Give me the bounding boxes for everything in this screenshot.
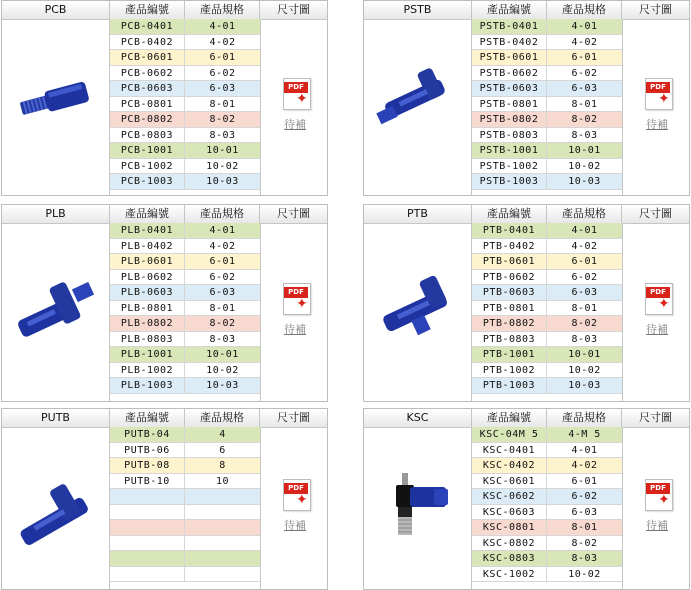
product-panel-pstb bbox=[363, 0, 690, 196]
product-code: PCB-1003 bbox=[110, 174, 185, 189]
product-name-header: PTB bbox=[364, 205, 472, 223]
product-spec: 6-03 bbox=[209, 287, 236, 298]
table-row bbox=[472, 427, 622, 443]
product-spec: 8-03 bbox=[209, 129, 236, 141]
table-row bbox=[110, 143, 260, 159]
product-code: PUTB-06 bbox=[110, 443, 185, 458]
spec-column-header: 產品規格 bbox=[185, 1, 260, 19]
product-panel-ptb bbox=[363, 204, 690, 402]
table-header bbox=[2, 1, 327, 20]
product-image-cell bbox=[2, 427, 110, 589]
product-spec: 10-02 bbox=[568, 568, 601, 580]
table-row bbox=[110, 285, 260, 301]
pdf-badge: PDF bbox=[646, 287, 670, 298]
table-row bbox=[472, 285, 622, 301]
product-spec: 10-03 bbox=[206, 176, 239, 187]
product-code: PCB-1001 bbox=[110, 143, 185, 158]
product-code: PTB-0603 bbox=[472, 285, 547, 300]
fitting-image bbox=[16, 79, 96, 123]
pdf-icon[interactable] bbox=[283, 283, 311, 315]
product-code: PTB-0401 bbox=[472, 223, 547, 238]
table-row bbox=[110, 316, 260, 332]
pdf-pending-label[interactable]: 待補 bbox=[284, 118, 306, 131]
acrobat-symbol-icon: ✦ bbox=[658, 91, 670, 107]
product-spec: 4-M 5 bbox=[568, 429, 601, 440]
product-code: PLB-0802 bbox=[110, 316, 185, 331]
table-row bbox=[110, 223, 260, 239]
table-row bbox=[472, 363, 622, 379]
table-row bbox=[110, 378, 260, 394]
table-row bbox=[472, 112, 622, 128]
table-row bbox=[472, 66, 622, 82]
product-name-header: KSC bbox=[364, 409, 472, 427]
product-code bbox=[110, 505, 185, 520]
code-column-header: 產品編號 bbox=[472, 1, 547, 19]
product-code: PSTB-0601 bbox=[472, 50, 547, 65]
pdf-pending-label[interactable]: 待補 bbox=[646, 323, 668, 336]
table-row bbox=[472, 223, 622, 239]
product-code: PSTB-1003 bbox=[472, 174, 547, 189]
product-spec: 10-02 bbox=[568, 160, 601, 172]
spec-table bbox=[472, 19, 622, 190]
spec-column-header: 產品規格 bbox=[185, 409, 260, 427]
product-code: KSC-0402 bbox=[472, 458, 547, 473]
pdf-badge: PDF bbox=[646, 483, 670, 494]
product-spec: 8 bbox=[219, 460, 226, 471]
product-code: PCB-0603 bbox=[110, 81, 185, 96]
dimension-cell bbox=[260, 223, 328, 401]
pdf-icon[interactable] bbox=[283, 479, 311, 511]
product-code: PSTB-0402 bbox=[472, 35, 547, 50]
product-spec: 6-01 bbox=[209, 256, 236, 267]
spec-column-header: 產品規格 bbox=[547, 1, 622, 19]
product-name-header: PSTB bbox=[364, 1, 472, 19]
product-code: KSC-0602 bbox=[472, 489, 547, 504]
product-code: PUTB-10 bbox=[110, 474, 185, 489]
product-spec: 10 bbox=[215, 475, 230, 487]
fitting-image bbox=[374, 273, 464, 347]
table-row bbox=[472, 50, 622, 66]
spec-table bbox=[110, 223, 260, 394]
product-spec: 8-02 bbox=[209, 114, 236, 125]
product-spec: 4-02 bbox=[571, 36, 598, 48]
product-spec: 4-01 bbox=[209, 21, 236, 32]
product-spec: 6-02 bbox=[571, 67, 598, 79]
product-name-header: PLB bbox=[2, 205, 110, 223]
dimension-cell bbox=[622, 19, 690, 195]
dimension-column-header: 尺寸圖 bbox=[277, 207, 310, 220]
table-row bbox=[110, 301, 260, 317]
product-spec: 10-02 bbox=[206, 364, 239, 376]
product-code: PTB-1003 bbox=[472, 378, 547, 393]
product-spec: 10-01 bbox=[206, 145, 239, 156]
table-row bbox=[472, 97, 622, 113]
table-row bbox=[472, 332, 622, 348]
product-code: PTB-0402 bbox=[472, 239, 547, 254]
product-spec: 4-01 bbox=[209, 225, 236, 236]
product-spec: 6-02 bbox=[571, 271, 598, 283]
acrobat-symbol-icon: ✦ bbox=[296, 296, 308, 312]
product-code: PTB-1002 bbox=[472, 363, 547, 378]
pdf-download-link[interactable] bbox=[275, 479, 315, 539]
product-spec: 10-01 bbox=[568, 145, 601, 156]
table-row bbox=[110, 159, 260, 175]
table-row bbox=[110, 112, 260, 128]
product-spec: 8-01 bbox=[571, 522, 598, 533]
product-spec: 8-03 bbox=[209, 333, 236, 345]
pdf-pending-label[interactable]: 待補 bbox=[646, 519, 668, 532]
table-row bbox=[110, 443, 260, 459]
product-code: PCB-1002 bbox=[110, 159, 185, 174]
product-spec: 8-03 bbox=[571, 333, 598, 345]
product-spec bbox=[185, 551, 260, 566]
table-row bbox=[472, 301, 622, 317]
code-column-header: 產品編號 bbox=[110, 1, 185, 19]
product-name-header: PUTB bbox=[2, 409, 110, 427]
product-code bbox=[110, 489, 185, 504]
table-row bbox=[472, 270, 622, 286]
product-code: PSTB-0801 bbox=[472, 97, 547, 112]
table-header bbox=[2, 205, 327, 224]
table-row bbox=[472, 81, 622, 97]
product-spec: 8-02 bbox=[571, 537, 598, 549]
product-code: PLB-0602 bbox=[110, 270, 185, 285]
fitting-image bbox=[380, 467, 460, 551]
table-row bbox=[110, 347, 260, 363]
table-row bbox=[472, 128, 622, 144]
table-row bbox=[472, 254, 622, 270]
product-spec: 4-01 bbox=[571, 21, 598, 32]
pdf-download-link[interactable] bbox=[275, 78, 315, 138]
table-row bbox=[110, 332, 260, 348]
table-row bbox=[472, 520, 622, 536]
product-spec: 8-01 bbox=[571, 98, 598, 110]
code-column-header: 產品編號 bbox=[110, 409, 185, 427]
product-spec: 8-02 bbox=[209, 318, 236, 329]
acrobat-symbol-icon: ✦ bbox=[658, 492, 670, 508]
product-code: PSTB-0401 bbox=[472, 19, 547, 34]
product-code: PCB-0801 bbox=[110, 97, 185, 112]
table-row bbox=[472, 443, 622, 459]
fitting-image bbox=[12, 477, 102, 561]
product-code: KSC-0802 bbox=[472, 536, 547, 551]
product-spec: 4 bbox=[219, 429, 226, 440]
table-row bbox=[110, 474, 260, 490]
product-panel-plb bbox=[1, 204, 328, 402]
product-code: PTB-0601 bbox=[472, 254, 547, 269]
dimension-cell bbox=[260, 427, 328, 589]
table-row bbox=[110, 174, 260, 190]
fitting-image bbox=[12, 275, 102, 349]
product-name-header: PCB bbox=[2, 1, 110, 19]
table-row bbox=[110, 128, 260, 144]
product-spec bbox=[185, 567, 260, 582]
product-code: PTB-0803 bbox=[472, 332, 547, 347]
product-code: PCB-0601 bbox=[110, 50, 185, 65]
spec-column-header: 產品規格 bbox=[547, 205, 622, 223]
table-row bbox=[110, 270, 260, 286]
product-image-cell bbox=[2, 223, 110, 401]
table-row bbox=[472, 239, 622, 255]
dimension-column-header: 尺寸圖 bbox=[277, 411, 310, 424]
product-spec: 6-03 bbox=[571, 83, 598, 94]
product-code: KSC-0803 bbox=[472, 551, 547, 566]
spec-table bbox=[472, 427, 622, 582]
product-spec: 8-03 bbox=[571, 553, 598, 564]
product-code: PTB-0802 bbox=[472, 316, 547, 331]
product-spec: 6 bbox=[219, 444, 226, 456]
product-code: PSTB-1001 bbox=[472, 143, 547, 158]
product-spec: 4-02 bbox=[571, 240, 598, 252]
product-spec: 10-02 bbox=[206, 160, 239, 172]
product-spec: 6-02 bbox=[209, 271, 236, 283]
table-row bbox=[110, 363, 260, 379]
product-code: PLB-1003 bbox=[110, 378, 185, 393]
product-code: PSTB-0602 bbox=[472, 66, 547, 81]
product-spec: 6-03 bbox=[571, 506, 598, 518]
product-code: PCB-0401 bbox=[110, 19, 185, 34]
table-row bbox=[110, 239, 260, 255]
table-header bbox=[364, 205, 689, 224]
table-row bbox=[110, 19, 260, 35]
pdf-pending-label[interactable]: 待補 bbox=[284, 323, 306, 336]
table-row bbox=[110, 551, 260, 567]
product-panel-putb bbox=[1, 408, 328, 590]
product-code: PLB-0402 bbox=[110, 239, 185, 254]
product-code: PSTB-0803 bbox=[472, 128, 547, 143]
spec-table bbox=[110, 19, 260, 190]
product-spec: 8-01 bbox=[209, 302, 236, 314]
product-spec bbox=[185, 505, 260, 520]
product-image-cell bbox=[364, 223, 472, 401]
table-row bbox=[110, 50, 260, 66]
table-row bbox=[472, 347, 622, 363]
dimension-column-header: 尺寸圖 bbox=[639, 207, 672, 220]
product-spec: 8-01 bbox=[209, 98, 236, 110]
product-code: PUTB-08 bbox=[110, 458, 185, 473]
product-code: PCB-0402 bbox=[110, 35, 185, 50]
product-code: PTB-0801 bbox=[472, 301, 547, 316]
product-spec: 6-03 bbox=[209, 83, 236, 94]
pdf-badge: PDF bbox=[646, 82, 670, 93]
product-spec bbox=[185, 520, 260, 535]
product-spec: 10-03 bbox=[568, 380, 601, 391]
dimension-cell bbox=[622, 223, 690, 401]
table-row bbox=[110, 427, 260, 443]
product-spec: 10-01 bbox=[206, 349, 239, 360]
product-code: PLB-0603 bbox=[110, 285, 185, 300]
product-code: KSC-0601 bbox=[472, 474, 547, 489]
pdf-download-link[interactable] bbox=[275, 283, 315, 343]
product-spec: 4-02 bbox=[209, 240, 236, 252]
table-row bbox=[472, 458, 622, 474]
product-code: KSC-0801 bbox=[472, 520, 547, 535]
product-code: PLB-1002 bbox=[110, 363, 185, 378]
acrobat-symbol-icon: ✦ bbox=[296, 91, 308, 107]
dimension-column-header: 尺寸圖 bbox=[639, 411, 672, 424]
table-header bbox=[2, 409, 327, 428]
product-spec bbox=[185, 489, 260, 504]
product-code bbox=[110, 536, 185, 551]
product-spec: 10-03 bbox=[568, 176, 601, 187]
table-row bbox=[110, 520, 260, 536]
pdf-pending-label[interactable]: 待補 bbox=[284, 519, 306, 532]
pdf-download-link[interactable] bbox=[637, 479, 677, 539]
product-spec: 4-01 bbox=[571, 225, 598, 236]
dimension-column-header: 尺寸圖 bbox=[639, 3, 672, 16]
product-code bbox=[110, 567, 185, 582]
table-row bbox=[472, 378, 622, 394]
spec-table bbox=[472, 223, 622, 394]
table-row bbox=[110, 35, 260, 51]
product-spec: 4-01 bbox=[571, 444, 598, 456]
table-row bbox=[472, 143, 622, 159]
product-spec: 6-03 bbox=[571, 287, 598, 298]
product-code: PLB-0401 bbox=[110, 223, 185, 238]
table-row bbox=[110, 505, 260, 521]
product-code: KSC-04M 5 bbox=[472, 427, 547, 442]
product-code: PSTB-1002 bbox=[472, 159, 547, 174]
code-column-header: 產品編號 bbox=[472, 205, 547, 223]
product-code: PLB-0803 bbox=[110, 332, 185, 347]
product-spec: 8-02 bbox=[571, 114, 598, 125]
product-spec: 10-02 bbox=[568, 364, 601, 376]
product-spec: 8-03 bbox=[571, 129, 598, 141]
product-code: PSTB-0603 bbox=[472, 81, 547, 96]
acrobat-symbol-icon: ✦ bbox=[658, 296, 670, 312]
table-row bbox=[472, 316, 622, 332]
dimension-cell bbox=[260, 19, 328, 195]
pdf-badge: PDF bbox=[284, 483, 308, 494]
product-spec: 6-01 bbox=[571, 475, 598, 487]
code-column-header: 產品編號 bbox=[110, 205, 185, 223]
pdf-icon[interactable] bbox=[645, 283, 673, 315]
spec-column-header: 產品規格 bbox=[185, 205, 260, 223]
pdf-icon[interactable] bbox=[645, 479, 673, 511]
product-code: PTB-1001 bbox=[472, 347, 547, 362]
product-image-cell bbox=[364, 19, 472, 195]
product-panel-ksc bbox=[363, 408, 690, 590]
product-code: KSC-0603 bbox=[472, 505, 547, 520]
product-code: PCB-0802 bbox=[110, 112, 185, 127]
product-code: PLB-0601 bbox=[110, 254, 185, 269]
fitting-image bbox=[374, 63, 464, 137]
table-row bbox=[472, 505, 622, 521]
table-row bbox=[472, 489, 622, 505]
table-row bbox=[472, 536, 622, 552]
product-code: KSC-1002 bbox=[472, 567, 547, 582]
code-column-header: 產品編號 bbox=[472, 409, 547, 427]
table-row bbox=[110, 489, 260, 505]
table-row bbox=[472, 551, 622, 567]
product-code bbox=[110, 551, 185, 566]
product-code: PCB-0803 bbox=[110, 128, 185, 143]
table-row bbox=[110, 536, 260, 552]
table-row bbox=[472, 474, 622, 490]
product-code: PCB-0602 bbox=[110, 66, 185, 81]
pdf-icon[interactable] bbox=[645, 78, 673, 110]
product-code: PTB-0602 bbox=[472, 270, 547, 285]
pdf-badge: PDF bbox=[284, 82, 308, 93]
table-header bbox=[364, 1, 689, 20]
product-code: PLB-1001 bbox=[110, 347, 185, 362]
product-spec: 8-01 bbox=[571, 302, 598, 314]
product-spec: 6-02 bbox=[571, 491, 598, 502]
product-spec bbox=[185, 536, 260, 551]
table-row bbox=[472, 567, 622, 583]
pdf-download-link[interactable] bbox=[637, 78, 677, 138]
table-row bbox=[110, 66, 260, 82]
table-row bbox=[110, 458, 260, 474]
product-spec: 6-01 bbox=[209, 52, 236, 63]
product-code: KSC-0401 bbox=[472, 443, 547, 458]
product-spec: 10-03 bbox=[206, 380, 239, 391]
spec-column-header: 產品規格 bbox=[547, 409, 622, 427]
dimension-column-header: 尺寸圖 bbox=[277, 3, 310, 16]
table-row bbox=[110, 81, 260, 97]
product-image-cell bbox=[364, 427, 472, 589]
product-spec: 8-02 bbox=[571, 318, 598, 329]
product-code: PLB-0801 bbox=[110, 301, 185, 316]
product-spec: 10-01 bbox=[568, 349, 601, 360]
acrobat-symbol-icon: ✦ bbox=[296, 492, 308, 508]
pdf-pending-label[interactable]: 待補 bbox=[646, 118, 668, 131]
table-row bbox=[110, 254, 260, 270]
product-image-cell bbox=[2, 19, 110, 195]
product-spec: 4-02 bbox=[209, 36, 236, 48]
product-code bbox=[110, 520, 185, 535]
table-row bbox=[472, 19, 622, 35]
table-row bbox=[472, 159, 622, 175]
table-row bbox=[472, 35, 622, 51]
product-spec: 6-01 bbox=[571, 256, 598, 267]
table-row bbox=[110, 567, 260, 583]
product-spec: 6-01 bbox=[571, 52, 598, 63]
product-code: PUTB-04 bbox=[110, 427, 185, 442]
product-spec: 4-02 bbox=[571, 460, 598, 471]
product-spec: 6-02 bbox=[209, 67, 236, 79]
table-row bbox=[472, 174, 622, 190]
pdf-badge: PDF bbox=[284, 287, 308, 298]
product-code: PSTB-0802 bbox=[472, 112, 547, 127]
dimension-cell bbox=[622, 427, 690, 589]
pdf-icon[interactable] bbox=[283, 78, 311, 110]
product-panel-pcb bbox=[1, 0, 328, 196]
table-row bbox=[110, 97, 260, 113]
table-header bbox=[364, 409, 689, 428]
spec-table bbox=[110, 427, 260, 582]
pdf-download-link[interactable] bbox=[637, 283, 677, 343]
